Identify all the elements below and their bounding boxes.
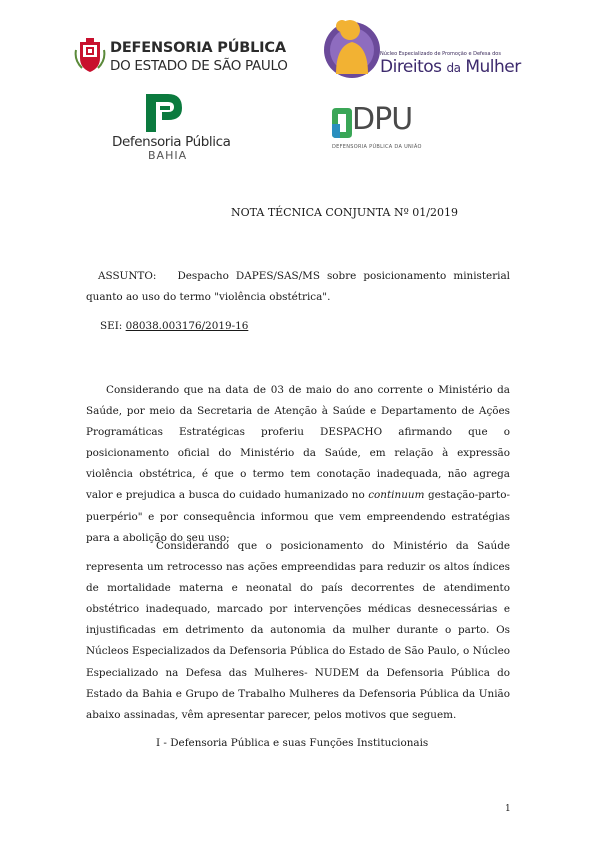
direitos-mulher-title <box>380 57 521 77</box>
direitos-mulher-subtitle: Núcleo Especializado de Promoção e Defesa dos <box>380 51 501 57</box>
document-title: NOTA TÉCNICA CONJUNTA Nº 01/2019 <box>231 206 458 219</box>
direitos-mulher-logo <box>322 16 522 80</box>
da-word: da <box>446 61 461 75</box>
page-number: 1 <box>505 804 511 814</box>
woman-silhouette-icon <box>322 16 382 80</box>
dpu-logo-abbr: DPU <box>352 102 413 137</box>
dpesp-logo-line2: DO ESTADO DE SÃO PAULO <box>110 58 288 74</box>
sao-paulo-coat-of-arms-icon <box>74 38 106 74</box>
dpu-emblem-icon <box>330 108 352 138</box>
bahia-logo-line2: BAHIA <box>148 149 188 162</box>
section-heading: I - Defensoria Pública e suas Funções Institucionais <box>156 737 429 749</box>
direitos-word: Direitos <box>380 57 442 77</box>
sei-label: SEI: <box>100 320 123 332</box>
assunto-label: ASSUNTO: <box>98 270 157 282</box>
mulher-word: Mulher <box>465 57 521 77</box>
p1-text-end: gestação-parto-puerpério" e por consequência informou que vem empreendendo estratégias para a abolição do seu uso; <box>86 489 510 544</box>
assunto-paragraph <box>86 266 510 308</box>
dpu-logo <box>330 102 430 156</box>
sei-number: 08038.003176/2019-16 <box>125 320 249 332</box>
p2-text: Considerando que o posicionamento do Ministério da Saúde representa um retrocesso nas ações empreendidas para reduzir os altos índices de mortalidade materna e neonatal do país decorrentes de atendimento obstétrico inadequado, marcado por intervenções médicas desnecessárias e injustificadas em detrimento da autonomia da mulher durante o parto. Os Núcleos Especializados da Defensoria Pública do Estado de São Paulo, o Núcleo Especializado na Defesa das Mulheres- NUDEM da Defensoria Pública do Estado da Bahia e Grupo de Trabalho Mulheres da Defensoria Pública da União abaixo assinadas, vêm apresentar parecer, pelos motivos que seguem. <box>86 540 510 721</box>
sei-line <box>100 320 248 332</box>
p1-text-start: Considerando que na data de 03 de maio do ano corrente o Ministério da Saúde, por meio da Secretaria de Atenção à Saúde e Departamento de Ações Programáticas Estratégicas proferiu DESPACHO afirmando que o posicionamento oficial do Ministério da Saúde, em relação à expressão violência obstétrica, é que o termo tem conotação inadequada, não agrega valor e prejudica a busca do cuidado humanizado no <box>86 384 510 502</box>
p1-italic-term: continuum <box>368 489 425 502</box>
bahia-logo-line1: Defensoria Pública <box>112 134 231 150</box>
dpesp-logo <box>74 38 288 78</box>
paragraph-considerando-1 <box>86 380 510 549</box>
dpesp-logo-line1: DEFENSORIA PÚBLICA <box>110 40 286 56</box>
dpe-bahia-logo <box>110 94 230 162</box>
bahia-dp-emblem-icon <box>144 94 184 132</box>
dpu-logo-subtitle: DEFENSORIA PÚBLICA DA UNIÃO <box>332 144 422 150</box>
assunto-text: Despacho DAPES/SAS/MS sobre posicionamento ministerial quanto ao uso do termo "violência obstétrica". <box>86 270 510 304</box>
paragraph-considerando-2 <box>86 536 510 726</box>
